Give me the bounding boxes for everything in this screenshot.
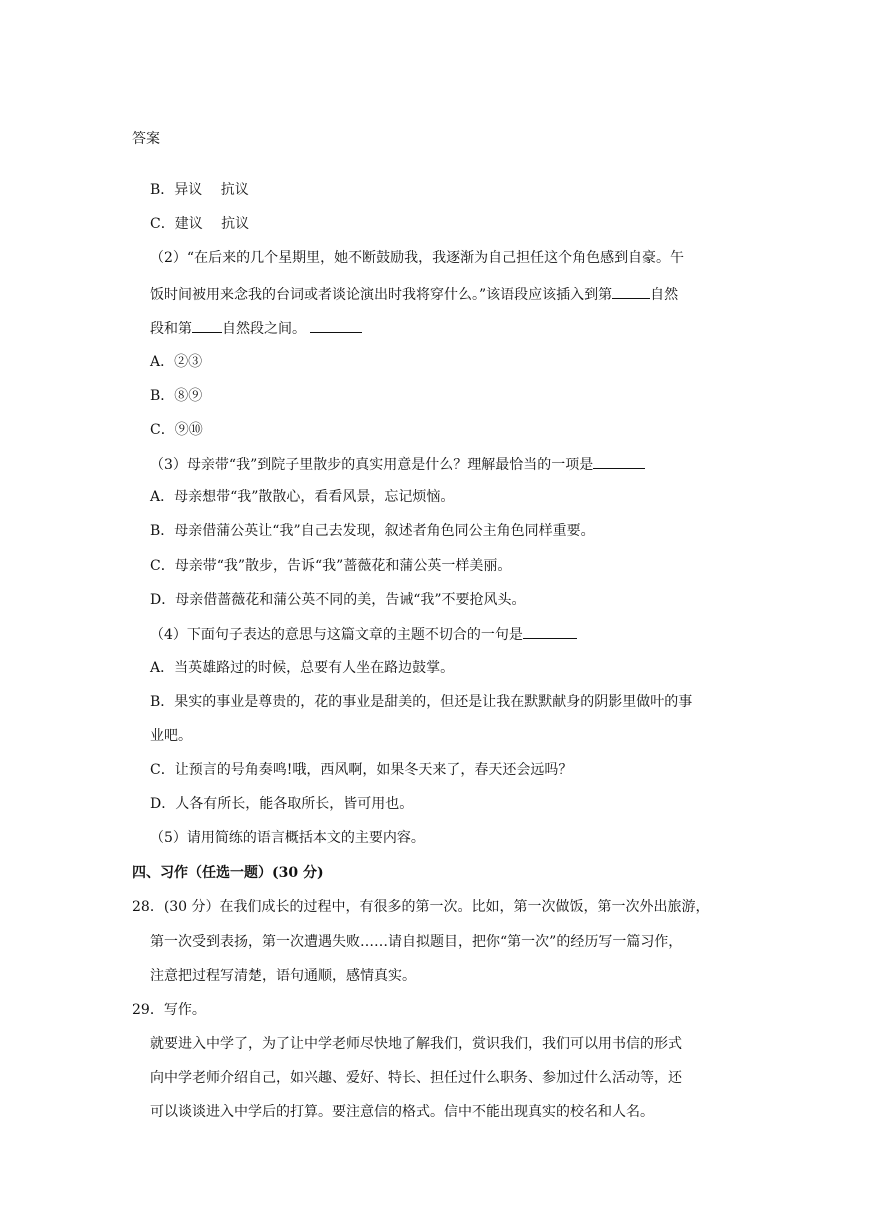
q3-option-b: B．母亲借蒲公英让“我”自己去发现，叙述者角色同公主角色同样重要。 — [150, 523, 595, 539]
q2-blank-paragraph-1[interactable] — [612, 284, 650, 299]
q3-stem-text: （3）母亲带“我”到院子里散步的真实用意是什么？理解最恰当的一项是 — [150, 457, 594, 473]
q2-stem-line2-text: 饭时间被用来念我的台词或者谈论演出时我将穿什么。”该语段应该插入到第 — [150, 287, 613, 303]
q28-line3: 注意把过程写清楚，语句通顺，感情真实。 — [150, 968, 416, 984]
q29-line1: 就要进入中学了，为了让中学老师尽快地了解我们，赏识我们，我们可以用书信的形式 — [150, 1036, 682, 1052]
q2-stem-line3 — [150, 318, 362, 339]
answer-label: 答案 — [132, 131, 160, 147]
q1-option-c: C．建议 抗议 — [150, 216, 250, 232]
q2-stem-line2-tail: 自然 — [650, 287, 679, 303]
q4-option-d: D．人各有所长，能各取所长，皆可用也。 — [150, 796, 414, 812]
q4-option-c: C．让预言的号角奏鸣!哦，西风啊，如果冬天来了，春天还会远吗？ — [150, 762, 573, 778]
q29-title: 29．写作。 — [132, 1002, 206, 1018]
q2-option-c: C．⑨⑩ — [150, 422, 203, 438]
q2-stem-line1: （2）“在后来的几个星期里，她不断鼓励我，我逐渐为自己担任这个角色感到自豪。午 — [150, 250, 685, 266]
q3-option-a: A．母亲想带“我”散散心，看看风景，忘记烦恼。 — [150, 489, 455, 505]
q5-stem: （5）请用简练的语言概括本文的主要内容。 — [150, 830, 425, 846]
q2-blank-paragraph-2[interactable] — [192, 318, 222, 333]
q1-option-b: B．异议 抗议 — [150, 182, 249, 198]
q4-option-b-line1: B．果实的事业是尊贵的，花的事业是甜美的，但还是让我在默默献身的阴影里做叶的事 — [150, 694, 693, 710]
q28-line2: 第一次受到表扬，第一次遭遇失败……请自拟题目，把你“第一次”的经历写一篇习作， — [150, 934, 683, 950]
q4-option-a: A．当英雄路过的时候，总要有人坐在路边鼓掌。 — [150, 660, 455, 676]
q2-stem-line3-tail: 自然段之间。 — [222, 321, 306, 337]
q3-option-c: C．母亲带“我”散步，告诉“我”蔷薇花和蒲公英一样美丽。 — [150, 558, 512, 574]
q4-option-b-line2: 业吧。 — [150, 728, 192, 744]
q4-stem-text: （4）下面句子表达的意思与这篇文章的主题不切合的一句是 — [150, 627, 523, 643]
q29-line2: 向中学老师介绍自己，如兴趣、爱好、特长、担任过什么职务、参加过什么活动等，还 — [150, 1070, 682, 1086]
q29-line3: 可以谈谈进入中学后的打算。要注意信的格式。信中不能出现真实的校名和人名。 — [150, 1104, 654, 1120]
q3-answer-blank[interactable] — [593, 454, 645, 469]
q4-stem — [150, 624, 577, 645]
q2-option-b: B．⑧⑨ — [150, 388, 203, 404]
q2-stem-line2 — [150, 284, 678, 305]
q3-option-d: D．母亲借蔷薇花和蒲公英不同的美，告诫“我”不要抢风头。 — [150, 592, 526, 608]
q2-stem-line3-text: 段和第 — [150, 321, 192, 337]
q2-option-a: A．②③ — [150, 354, 203, 370]
q28-line1: 28．(30 分）在我们成长的过程中，有很多的第一次。比如，第一次做饭，第一次外出旅游， — [132, 899, 710, 915]
q3-stem — [150, 454, 645, 475]
q4-answer-blank[interactable] — [523, 624, 577, 639]
section-4-heading: 四、习作（任选一题）(30 分) — [132, 865, 324, 881]
q2-answer-blank[interactable] — [310, 318, 362, 333]
